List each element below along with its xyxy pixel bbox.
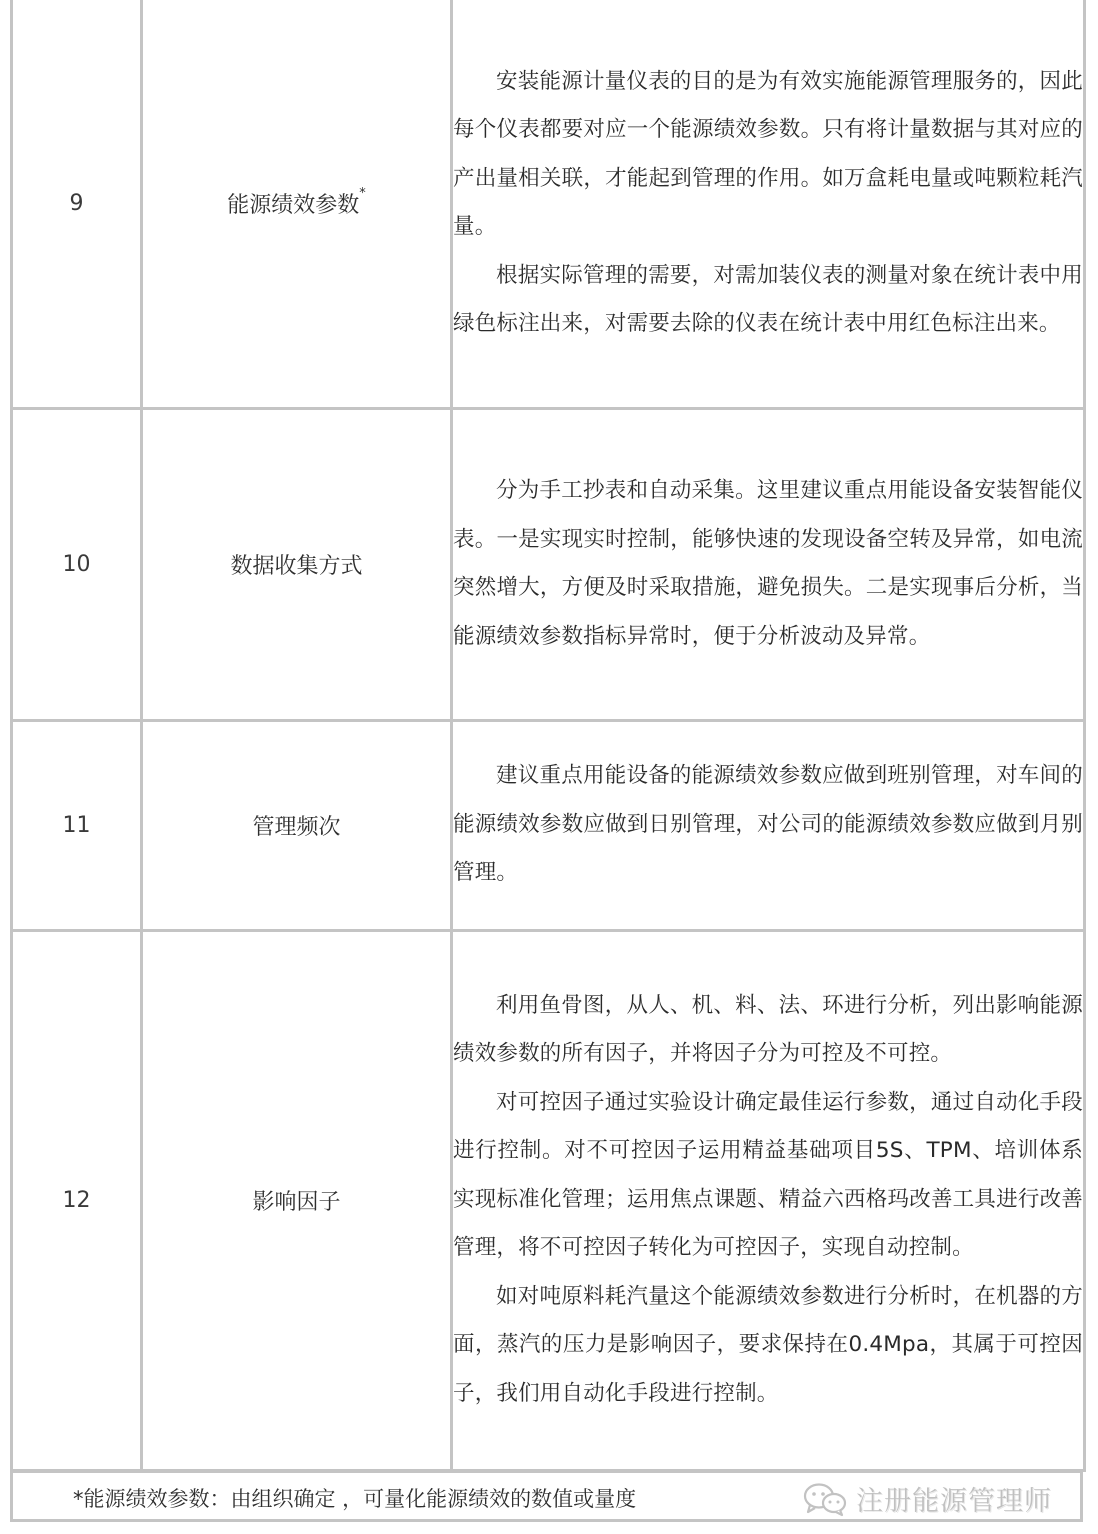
description-paragraph: 建议重点用能设备的能源绩效参数应做到班别管理，对车间的能源绩效参数应做到日别管理，对公司的能源绩效参数应做到月别管理。 (453, 763, 1083, 886)
row-number: 10 (12, 408, 142, 720)
parameter-table (10, 0, 1086, 1472)
description-paragraph: 分为手工抄表和自动采集。这里建议重点用能设备安装智能仪表。一是实现实时控制，能够快速的发现设备空转及异常，如电流突然增大，方便及时采取措施，避免损失。二是实现事后分析，当能源绩效参数指标异常时，便于分析波动及异常。 (453, 478, 1083, 649)
row-item: 能源绩效参数 (227, 192, 360, 218)
row-number: 9 (12, 0, 142, 408)
row-item: 影响因子 (142, 930, 452, 1470)
table-row (12, 930, 1085, 1470)
footnote-text: *能源绩效参数：由组织确定 ，可量化能源绩效的数值或量度 (73, 1487, 637, 1511)
description-paragraph: 安装能源计量仪表的目的是为有效实施能源管理服务的，因此每个仪表都要对应一个能源绩效参数。只有将计量数据与其对应的产出量相关联，才能起到管理的作用。如万盒耗电量或吨颗粒耗汽量。 (453, 68, 1083, 240)
wechat-icon (802, 1481, 848, 1517)
row-description (452, 408, 1085, 720)
table-row (12, 0, 1085, 408)
row-item: 管理频次 (142, 720, 452, 930)
description-paragraph: 如对吨原料耗汽量这个能源绩效参数进行分析时，在机器的方面，蒸汽的压力是影响因子，要求保持在0.4Mpa，其属于可控因子，我们用自动化手段进行控制。 (453, 1283, 1083, 1406)
row-description (452, 930, 1085, 1470)
row-number: 11 (12, 720, 142, 930)
footnote-bar (10, 1470, 1083, 1522)
table-row (12, 408, 1085, 720)
description-paragraph: 根据实际管理的需要，对需加装仪表的测量对象在统计表中用绿色标注出来，对需要去除的仪表在统计表中用红色标注出来。 (453, 262, 1083, 337)
description-paragraph: 对可控因子通过实验设计确定最佳运行参数，通过自动化手段进行控制。对不可控因子运用精益基础项目5S、TPM、培训体系实现标准化管理；运用焦点课题、精益六西格玛改善工具进行改善管理，将不可控因子转化为可控因子，实现自动控制。 (453, 1089, 1083, 1261)
row-item-cell (142, 0, 452, 408)
watermark-text: 注册能源管理师 (856, 1486, 1052, 1517)
asterisk-mark: * (359, 185, 366, 201)
row-description (452, 720, 1085, 930)
row-item: 数据收集方式 (142, 408, 452, 720)
table-row (12, 720, 1085, 930)
row-description (452, 0, 1085, 408)
description-paragraph: 利用鱼骨图，从人、机、料、法、环进行分析，列出影响能源绩效参数的所有因子，并将因子分为可控及不可控。 (453, 992, 1083, 1067)
watermark (802, 1479, 1052, 1518)
row-number: 12 (12, 930, 142, 1470)
